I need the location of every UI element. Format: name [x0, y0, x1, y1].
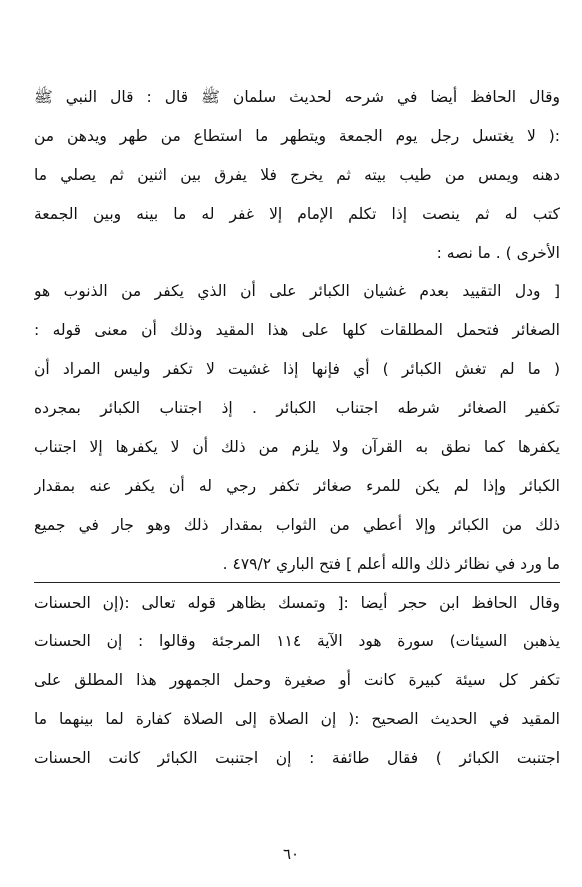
page-number: ٦٠	[282, 845, 300, 863]
text-line: [ ودل التقييد بعدم غشيان الكبائر على أن الذي يكفر من الذنوب هو	[34, 282, 560, 301]
text-line: تكفر كل سيئة كبيرة كانت أو صغيرة وحمل الجمهور هذا المطلق على	[34, 671, 560, 690]
text-line: وقال الحافظ أيضا في شرحه لحديث سلمان ﷺ قال : قال النبي ﷺ	[34, 88, 560, 106]
text-line: ذلك من الكبائر وإلا أعطي من الثواب بمقدار ذلك وهو جار في جميع	[34, 515, 560, 534]
body-text	[34, 78, 560, 778]
text-line: يكفرها كما نطق به القرآن ولا يلزم من ذلك أن لا يكفرها إلا اجتناب	[34, 438, 560, 457]
text-line: الأخرى ) . ما نصه :	[436, 243, 560, 262]
text-line: دهنه ويمس من طيب بيته ثم يخرج فلا يفرق بين اثنين ثم يصلي ما	[34, 165, 560, 184]
text-line: ما ورد في نظائر ذلك والله أعلم ] فتح الباري ٤٧٩/٢ .	[222, 554, 560, 573]
text-line: يذهبن السيئات) سورة هود الآية ١١٤ المرجئة وقالوا : إن الحسنات	[34, 632, 560, 651]
text-line: :( لا يغتسل رجل يوم الجمعة ويتطهر ما استطاع من طهر ويدهن من	[34, 126, 560, 145]
text-line: ( ما لم تغش الكبائر ) أي فإنها إذا غشيت لا تكفر وليس المراد أن	[34, 360, 560, 379]
text-line: الكبائر وإذا لم يكن للمرء صغائر تكفر رجي له أن يكفر عنه بمقدار	[34, 476, 560, 495]
text-line: اجتنبت الكبائر ) فقال طائفة : إن اجتنبت الكبائر كانت الحسنات	[34, 749, 560, 768]
text-line: وقال الحافظ ابن حجر أيضا :[ وتمسك بظاهر قوله تعالى :(إن الحسنات	[34, 593, 560, 612]
text-line: كتب له ثم ينصت إذا تكلم الإمام إلا غفر له ما بينه وبين الجمعة	[34, 204, 560, 223]
text-line: تكفير الصغائر شرطه اجتناب الكبائر . إذ اجتناب الكبائر بمجرده	[34, 399, 560, 418]
text-line: الصغائر فتحمل المطلقات كلها على هذا المقيد وذلك أن معنى قوله :	[34, 321, 560, 340]
section-divider	[34, 582, 560, 583]
text-line: المقيد في الحديث الصحيح :( إن الصلاة إلى الصلاة كفارة لما بينهما ما	[34, 710, 560, 729]
